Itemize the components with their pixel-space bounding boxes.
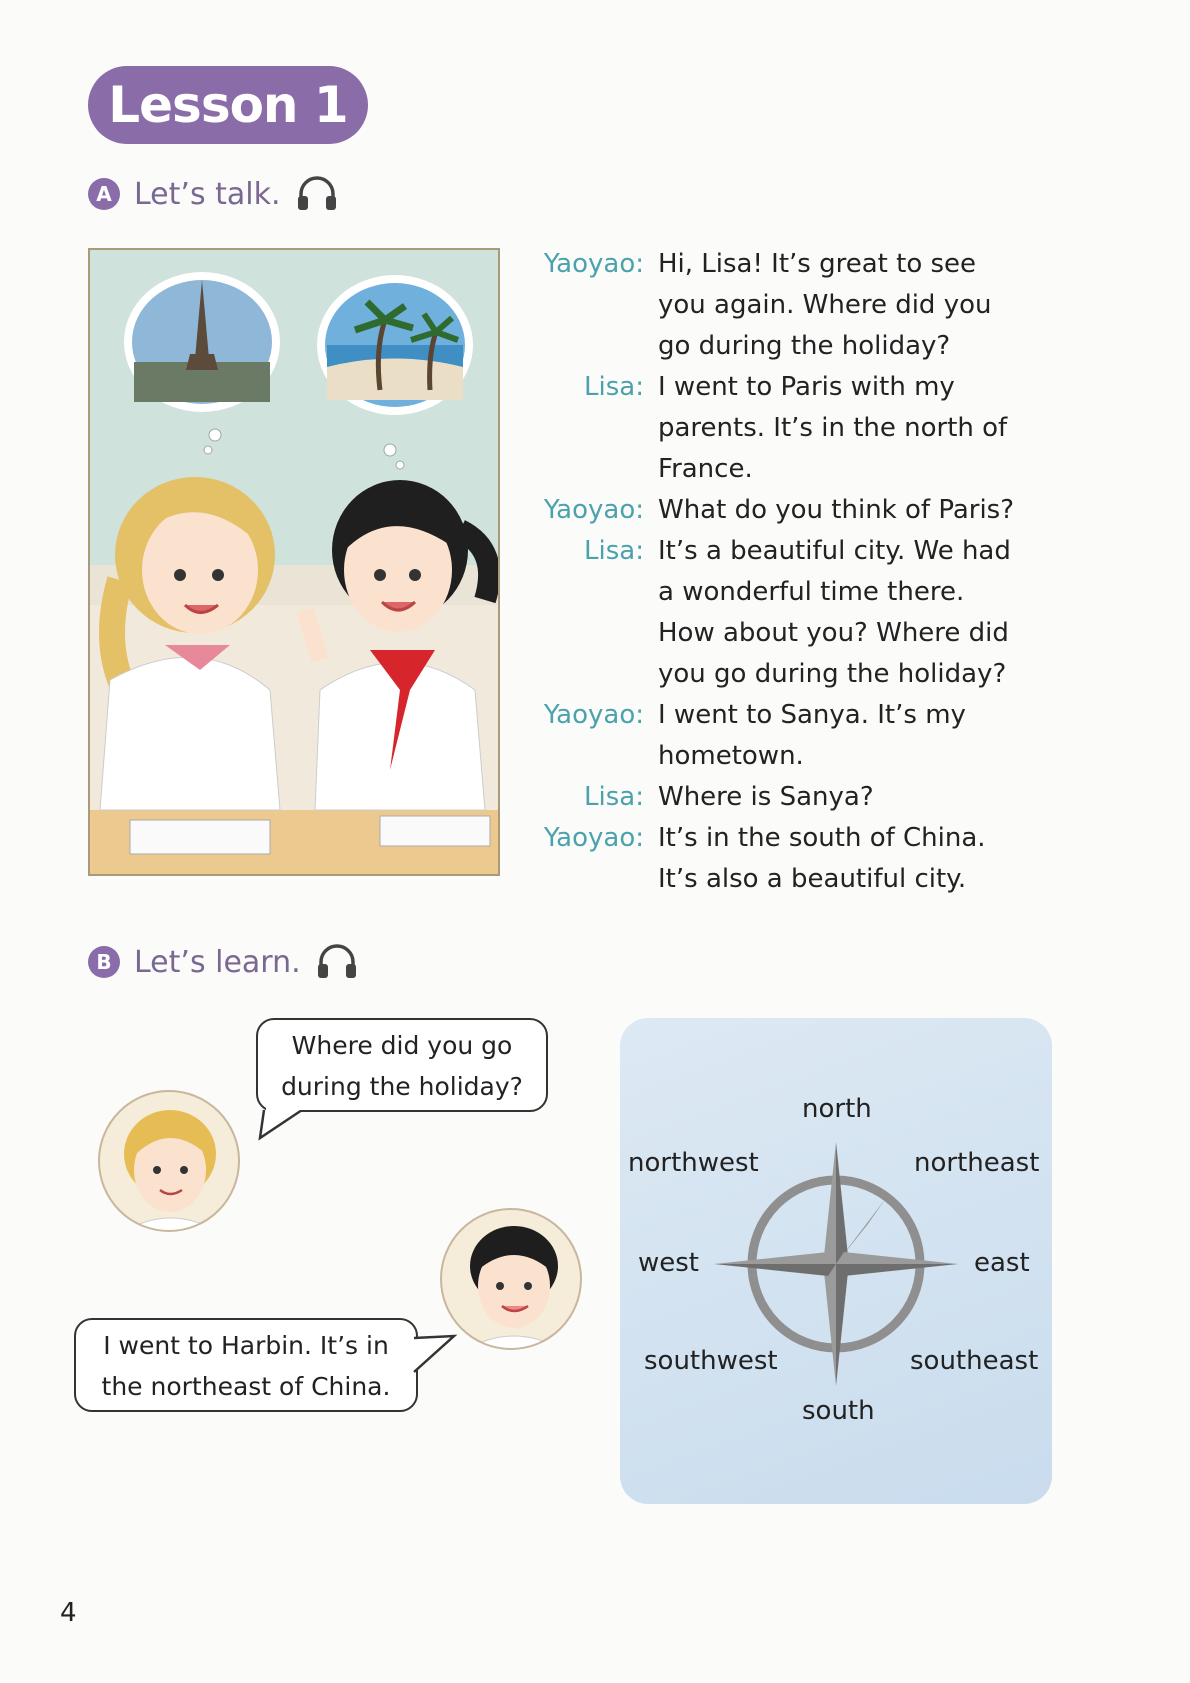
question-line-1: Where did you go (291, 1031, 513, 1060)
speech-text: hometown. (658, 741, 804, 771)
avatar (98, 1090, 240, 1232)
direction-southwest: southwest (644, 1346, 778, 1376)
section-a-title: Let’s talk. (134, 176, 281, 212)
speech-text: you again. Where did you (658, 290, 992, 320)
direction-northwest: northwest (628, 1148, 759, 1178)
question-bubble-tail (258, 1108, 318, 1142)
dialogue-line (540, 695, 1060, 777)
answer-bubble (74, 1318, 418, 1412)
speaker-name: Yaoyao: (543, 495, 644, 525)
section-b-badge: B (88, 946, 120, 978)
speech-text: Where is Sanya? (658, 782, 874, 812)
speech-text: France. (658, 454, 753, 484)
section-a-badge: A (88, 178, 120, 210)
question-bubble (256, 1018, 548, 1112)
headphones-icon[interactable] (295, 176, 339, 212)
page-number: 4 (60, 1598, 77, 1628)
dialogue-line (540, 490, 1060, 531)
speech-text: It’s a beautiful city. We had (658, 536, 1011, 566)
speech-text: Hi, Lisa! It’s great to see (658, 249, 977, 279)
lesson-title: Lesson 1 (88, 66, 368, 144)
headphones-icon[interactable] (315, 944, 359, 980)
direction-west: west (638, 1248, 700, 1278)
speech-text: parents. It’s in the north of (658, 413, 1008, 443)
speaker-name: Lisa: (584, 372, 644, 402)
dialogue-line (540, 367, 1060, 490)
speech-text: go during the holiday? (658, 331, 951, 361)
speech-text: It’s in the south of China. (658, 823, 986, 853)
speech-text: It’s also a beautiful city. (658, 864, 967, 894)
direction-south: south (802, 1396, 875, 1426)
answer-line-1: I went to Harbin. It’s in (103, 1331, 389, 1360)
direction-northeast: northeast (914, 1148, 1040, 1178)
direction-east: east (974, 1248, 1030, 1278)
dialogue-line (540, 818, 1060, 900)
speaker-name: Yaoyao: (543, 249, 644, 279)
question-line-2: during the holiday? (281, 1072, 523, 1101)
avatar (440, 1208, 582, 1350)
section-b-header (88, 944, 359, 980)
section-b-title: Let’s learn. (134, 944, 301, 980)
speaker-name: Yaoyao: (543, 823, 644, 853)
speech-text: a wonderful time there. (658, 577, 965, 607)
direction-southeast: southeast (910, 1346, 1039, 1376)
answer-line-2: the northeast of China. (101, 1372, 391, 1401)
speaker-name: Lisa: (584, 536, 644, 566)
section-a-header (88, 176, 339, 212)
speaker-name: Yaoyao: (543, 700, 644, 730)
dialogue-line (540, 531, 1060, 695)
direction-north: north (802, 1094, 872, 1124)
talk-illustration (88, 248, 500, 876)
dialogue-line (540, 777, 1060, 818)
speech-text: you go during the holiday? (658, 659, 1007, 689)
speech-text: How about you? Where did (658, 618, 1009, 648)
speech-text: I went to Paris with my (658, 372, 955, 402)
compass-card (620, 1018, 1052, 1504)
dialogue (540, 244, 1060, 900)
speaker-name: Lisa: (584, 782, 644, 812)
answer-bubble-tail (412, 1328, 458, 1378)
speech-text: I went to Sanya. It’s my (658, 700, 966, 730)
dialogue-line (540, 244, 1060, 367)
speech-text: What do you think of Paris? (658, 495, 1015, 525)
